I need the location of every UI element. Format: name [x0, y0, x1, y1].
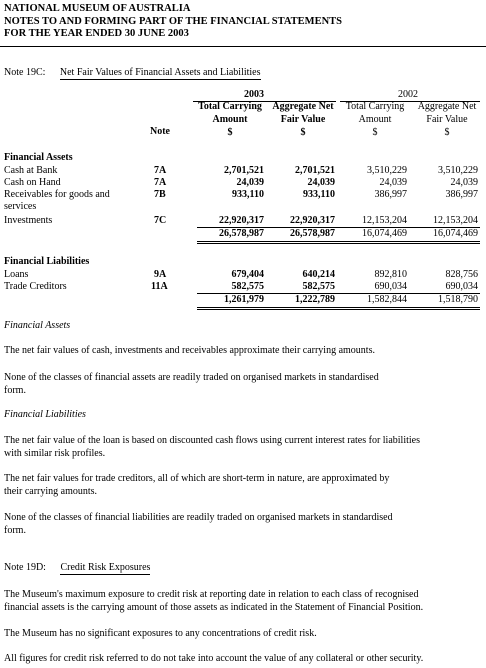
asset-value: 22,920,317	[219, 215, 264, 226]
liability-label: Trade Creditors	[4, 281, 67, 292]
header-line-1: NATIONAL MUSEUM OF AUSTRALIA	[4, 3, 191, 14]
asset-value: 933,110	[232, 189, 264, 200]
asset-note: 7A	[154, 165, 167, 176]
note-19c-title: Net Fair Values of Financial Assets and Liabilities	[59, 67, 261, 78]
assets-total: 26,578,987	[219, 228, 264, 239]
liability-value: 582,575	[231, 281, 264, 292]
liability-label: Loans	[4, 269, 29, 280]
note-19d-heading	[4, 562, 150, 573]
header-line-2: NOTES TO AND FORMING PART OF THE FINANCIAL STATEMENTS	[4, 15, 343, 27]
asset-value: 3,510,229	[367, 165, 407, 176]
assets-heading: Financial Assets	[4, 152, 73, 163]
asset-note: 7C	[154, 215, 167, 226]
financial-liabilities-paragraph-1: The net fair value of the loan is based on discounted cash flows using current interest rates for liabilities with similar risk profiles.	[4, 435, 420, 459]
liability-value: 892,810	[374, 269, 407, 280]
asset-value: 24,039	[379, 177, 407, 188]
assets-total: 26,578,987	[290, 228, 335, 239]
note-19d-label: Note 19D:	[4, 562, 46, 573]
liability-note: 9A	[154, 269, 167, 280]
financial-liabilities-paragraph-3: None of the classes of financial liabilities are readily traded on organised markets in standardised form.	[4, 512, 393, 536]
col-header-2003-fair-value: Aggregate Net Fair Value $	[272, 101, 334, 138]
asset-value: 933,110	[303, 189, 335, 200]
liability-value: 582,575	[302, 281, 335, 292]
asset-note: 7B	[154, 189, 166, 200]
liability-note: 11A	[151, 281, 168, 292]
asset-value: 386,997	[374, 189, 407, 200]
asset-value: 12,153,204	[362, 215, 407, 226]
col-header-2003-carrying: Total Carrying Amount $	[198, 101, 262, 138]
header-line-3: FOR THE YEAR ENDED 30 JUNE 2003	[4, 28, 189, 39]
note-19c-heading	[4, 67, 261, 78]
asset-value: 386,997	[445, 189, 478, 200]
year-2002: 2002	[398, 89, 418, 100]
liabilities-total: 1,261,979	[224, 294, 264, 305]
asset-value: 12,153,204	[433, 215, 478, 226]
asset-label: Cash at Bank	[4, 165, 58, 176]
asset-value: 24,039	[450, 177, 478, 188]
assets-total: 16,074,469	[433, 228, 478, 239]
assets-total: 16,074,469	[362, 228, 407, 239]
asset-value: 2,701,521	[224, 165, 264, 176]
liability-value: 690,034	[374, 281, 407, 292]
financial-assets-paragraph-2: None of the classes of financial assets are readily traded on organised markets in standardised form.	[4, 372, 379, 396]
document-header	[4, 3, 342, 41]
asset-value: 3,510,229	[438, 165, 478, 176]
liabilities-total: 1,518,790	[438, 294, 478, 305]
note-19c-label: Note 19C:	[4, 67, 46, 78]
asset-label-cont: services	[4, 201, 37, 212]
liabilities-total: 1,582,844	[367, 294, 407, 305]
credit-risk-paragraph-3: All figures for credit risk referred to do not take into account the value of any collateral or other security.	[4, 653, 424, 664]
liabilities-total-rule	[197, 307, 480, 308]
credit-risk-paragraph-2: The Museum has no significant exposures to any concentrations of credit risk.	[4, 628, 317, 639]
asset-value: 24,039	[236, 177, 264, 188]
financial-assets-paragraph-1: The net fair values of cash, investments and receivables approximate their carrying amounts.	[4, 345, 375, 356]
asset-label: Receivables for goods and	[4, 189, 110, 200]
year-2003: 2003	[244, 89, 264, 100]
liability-value: 640,214	[302, 269, 335, 280]
asset-value: 24,039	[307, 177, 335, 188]
header-rule	[0, 46, 486, 47]
liabilities-heading: Financial Liabilities	[4, 256, 90, 267]
financial-liabilities-subheading: Financial Liabilities	[4, 409, 86, 420]
asset-note: 7A	[154, 177, 167, 188]
assets-total-rule-double	[197, 243, 480, 244]
asset-label: Cash on Hand	[4, 177, 61, 188]
assets-total-rule	[197, 241, 480, 242]
credit-risk-paragraph-1: The Museum's maximum exposure to credit risk at reporting date in relation to each class of recognised financial assets is the carrying amount of those assets as indicated in the Statement of Financial Position.	[4, 589, 424, 613]
liability-value: 828,756	[445, 269, 478, 280]
asset-value: 2,701,521	[295, 165, 335, 176]
financial-assets-subheading: Financial Assets	[4, 320, 71, 331]
asset-value: 22,920,317	[290, 215, 335, 226]
liabilities-total: 1,222,789	[295, 294, 335, 305]
liabilities-total-rule-double	[197, 309, 480, 310]
asset-label: Investments	[4, 215, 53, 226]
col-header-2002-carrying: Total Carrying Amount $	[345, 101, 405, 138]
financial-liabilities-paragraph-2: The net fair values for trade creditors, all of which are short-term in nature, are approximated by their carrying amounts.	[4, 473, 390, 497]
liability-value: 690,034	[445, 281, 478, 292]
liability-value: 679,404	[231, 269, 264, 280]
note-19d-title: Credit Risk Exposures	[60, 562, 151, 573]
col-header-2002-fair-value: Aggregate Net Fair Value $	[417, 101, 477, 138]
col-header-note: Note	[150, 126, 170, 137]
